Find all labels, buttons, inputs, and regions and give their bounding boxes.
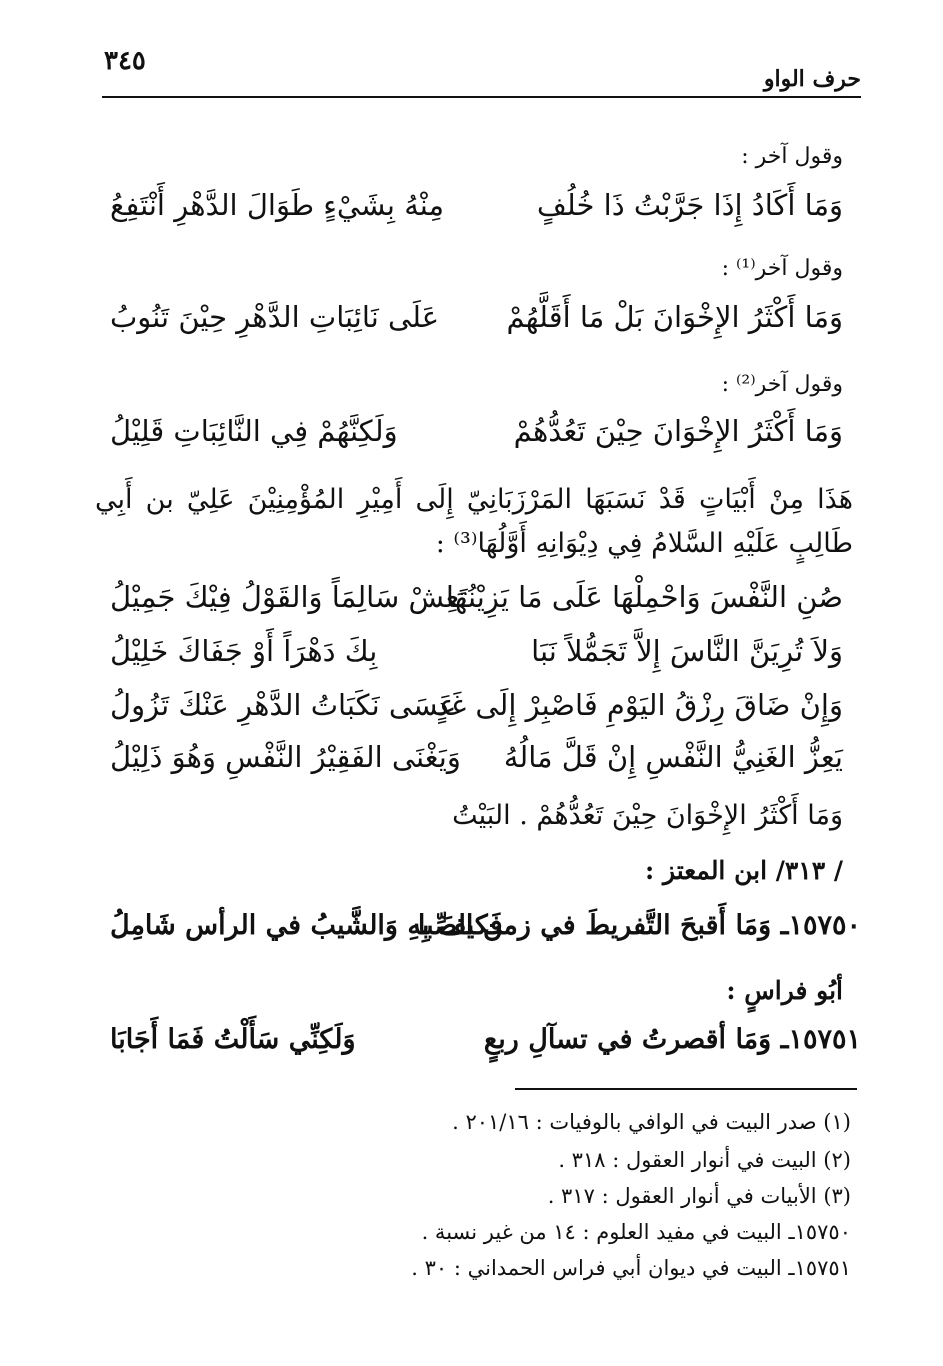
entry-15751-second: وَلَكِنِّي سَأَلْتُ فَمَا أَجَابَا: [110, 1024, 356, 1055]
final-line: وَمَا أَكْثَرُ الإِخْوَانَ حِيْنَ تَعُدُّهُمْ . البَيْتُ: [452, 800, 843, 831]
footnote-rule: [515, 1088, 857, 1090]
reference-abu-firas: أبُو فراسٍ :: [726, 976, 843, 1005]
footnote-15750: ١٥٧٥٠ـ البيت في مفيد العلوم : ١٤ من غير نسبة .: [421, 1220, 851, 1244]
poem-verse-1-first: صُنِ النَّفْسَ وَاحْمِلْهَا عَلَى مَا يَزِيْنُهَا: [445, 580, 843, 614]
entry-15751: [110, 1024, 861, 1070]
verse-2-first-hemistich: وَمَا أَكْثَرُ الإِخْوَانَ بَلْ مَا أَقَلَّهُمْ: [506, 300, 843, 334]
poem-verse-3-first: وَإِنْ ضَاقَ رِزْقُ اليَوْمِ فَاصْبِرْ إِلَى غَدٍ: [435, 688, 843, 722]
poem-verse-3-second: عَسَى نَكَبَاتُ الدَّهْرِ عَنْكَ تَزُولُ: [110, 688, 457, 722]
poem-verse-1-second: تَعِشْ سَالِمَاً وَالقَوْلُ فِيْكَ جَمِيْلُ: [110, 580, 468, 614]
page-number: ٣٤٥: [104, 46, 146, 76]
verse-3-second-hemistich: وَلَكِنَّهُمْ فِي النَّائِبَاتِ قَلِيْلُ: [110, 414, 398, 448]
poem-verse-2-second: بِكَ دَهْرَاً أَوْ جَفَاكَ خَلِيْلُ: [110, 634, 378, 668]
reference-ibn-almutazz: / ٣١٣/ ابن المعتز :: [645, 856, 843, 885]
verse-2-second-hemistich: عَلَى نَائِبَاتِ الدَّهْرِ حِيْنَ تَنُوبُ: [110, 300, 440, 334]
header-rule: [102, 96, 861, 98]
entry-15750-second: فَكيفَ بِهِ وَالشَّيبُ في الرأس شَامِلُ: [110, 910, 503, 941]
poem-verse-1: [110, 580, 843, 626]
entry-15751-first: ١٥٧٥١ـ وَمَا أقصرتُ في تسآلِ ربعٍ: [483, 1024, 861, 1055]
verse-1: [110, 188, 843, 234]
footnote-3: (٣) الأبيات في أنوار العقول : ٣١٧ .: [547, 1184, 851, 1208]
poem-verse-4-first: يَعِزُّ الغَنِيُّ النَّفْسِ إِنْ قَلَّ مَالُهُ: [503, 740, 843, 774]
intro-line-3: وقول آخر⁽²⁾ :: [721, 372, 843, 397]
intro-line-1: وقول آخر :: [741, 144, 843, 169]
poem-verse-2: [110, 634, 843, 680]
verse-3-first-hemistich: وَمَا أَكْثَرُ الإِخْوَانَ حِيْنَ تَعُدُّهُمْ: [513, 414, 843, 448]
prose-paragraph: هَذَا مِنْ أَبْيَاتٍ قَدْ نَسَبَهَا المَرْزَبَانِيّ إِلَى أَمِيْرِ المُؤْمِنِيْنَ عَلِيّ بن أَبِي طَالِبٍ عَلَيْهِ السَّلامُ فِي دِيْوَانِهِ أَوَّلُهَا⁽³⁾ :: [95, 484, 853, 559]
entry-15750-first: ١٥٧٥٠ـ وَمَا أَقبحَ التَّفريطَ في زمن الصِّبا: [417, 910, 861, 941]
verse-3: [110, 414, 843, 460]
verse-1-second-hemistich: مِنْهُ بِشَيْءٍ طَوَالَ الدَّهْرِ أَنْتَفِعُ: [110, 188, 445, 222]
intro-line-2: وقول آخر⁽¹⁾ :: [721, 256, 843, 281]
verse-2: [110, 300, 843, 346]
entry-15750: [110, 910, 861, 956]
footnote-1: (١) صدر البيت في الوافي بالوفيات : ٢٠١/١٦ .: [452, 1110, 851, 1134]
poem-verse-2-first: وَلاَ تُرِيَنَّ النَّاسَ إِلاَّ تَجَمُّلاً نَبَا: [531, 634, 843, 668]
poem-verse-4-second: وَيَغْنَى الفَقِيْرُ النَّفْسِ وَهُوَ ذَلِيْلُ: [110, 740, 461, 774]
footnote-2: (٢) البيت في أنوار العقول : ٣١٨ .: [558, 1148, 851, 1172]
poem-verse-4: [110, 740, 843, 786]
chapter-title: حرف الواو: [763, 66, 861, 92]
verse-1-first-hemistich: وَمَا أَكَادُ إِذَا جَرَّبْتُ ذَا خُلُفٍ: [536, 188, 843, 222]
footnote-15751: ١٥٧٥١ـ البيت في ديوان أبي فراس الحمداني : ٣٠ .: [411, 1256, 851, 1280]
poem-verse-3: [110, 688, 843, 734]
